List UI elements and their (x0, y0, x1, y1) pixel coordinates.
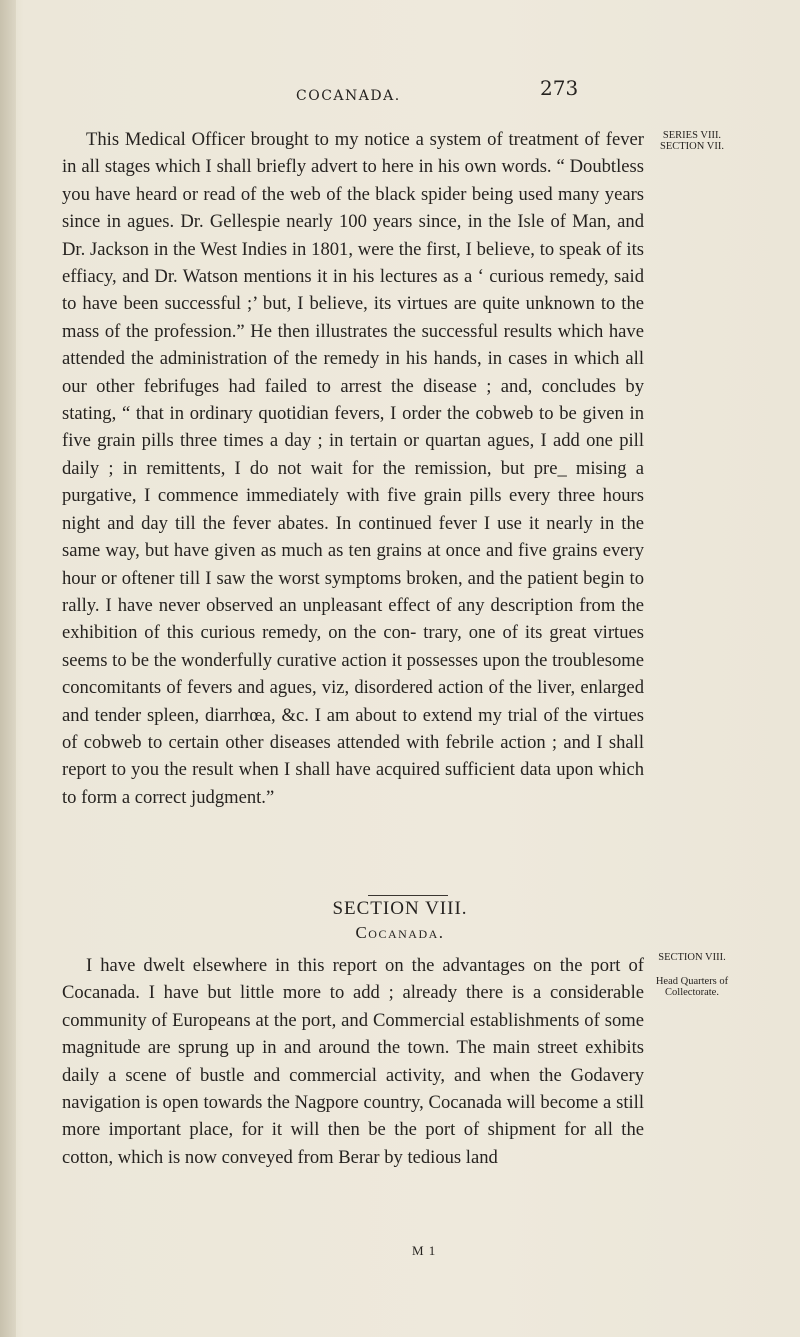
section-subtitle: Cocanada. (355, 923, 445, 942)
paragraph-cocanada: I have dwelt elsewhere in this report on the advantages on the port of Cocanada. I have but little more to add ; already there is a considerable community of Europeans at the port, and Commercial establishments of some magnitude are sprung up in and around the town. The main street exhibits daily a scene of bustle and commercial activity, and when the Godavery navigation is open towards the Nagpore country, Cocanada will become a still more important place, for it will then be the port of shipment for all the cotton, which is now conveyed from Berar by tedious land (62, 955, 644, 1168)
section-divider (368, 895, 448, 896)
page-gutter (0, 0, 16, 1337)
sidenote-series-section: SERIES VIII. SECTION VII. (660, 130, 724, 152)
page-number: 273 (540, 76, 579, 100)
sidenote-section-viii: SECTION VIII. (658, 952, 726, 963)
signature-mark: M 1 (412, 1243, 437, 1258)
sidenote-head-quarters: Head Quarters of Collectorate. (655, 976, 729, 998)
running-head: COCANADA. (296, 88, 401, 104)
paragraph-cobweb-remedy: This Medical Officer brought to my notice a system of treatment of fever in all stages which I shall briefly advert to here in his own words. “ Doubtless you have heard or read of the web of the black spider being used many years since in agues. Dr. Gellespie nearly 100 years since, in the Isle of Man, and Dr. Jackson in the West Indies in 1801, were the first, I believe, to speak of its effiacy, and Dr. Watson mentions it in his lectures as a ‘ curious remedy, said to have been successful ;’ but, I believe, its virtues are quite unknown to the mass of the profession.” He then illustrates the successful results which have attended the administration of the remedy in his hands, in cases in which all our other febrifuges had failed to arrest the disease ; and, concludes by stating, “ that in ordinary quotidian fevers, I order the cobweb to be given in five grain pills three times a day ; in tertain or quartan agues, I add one pill daily ; in remittents, I do not wait for the remission, but pre_ mising a purgative, I commence immediately with five grain pills every three hours night and day till the fever abates. In continued fever I use it nearly in the same way, but have given as much as ten grains at once and five grains every hour or oftener till I saw the worst symptoms broken, and the patient begin to rally. I have never observed an unpleasant effect of any description from the exhibition of this curious remedy, on the con- trary, one of its great virtues seems to be the wonderfully curative action it possesses upon the troublesome concomitants of fevers and agues, viz, disordered action of the liver, enlarged and tender spleen, diarrhœa, &c. I am about to extend my trial of the virtues of cobweb to certain other diseases attended with febrile action ; and I shall report to you the result when I shall have acquired sufficient data upon which to form a correct judgment.” (62, 129, 644, 808)
section-heading: SECTION VIII. (332, 898, 468, 919)
